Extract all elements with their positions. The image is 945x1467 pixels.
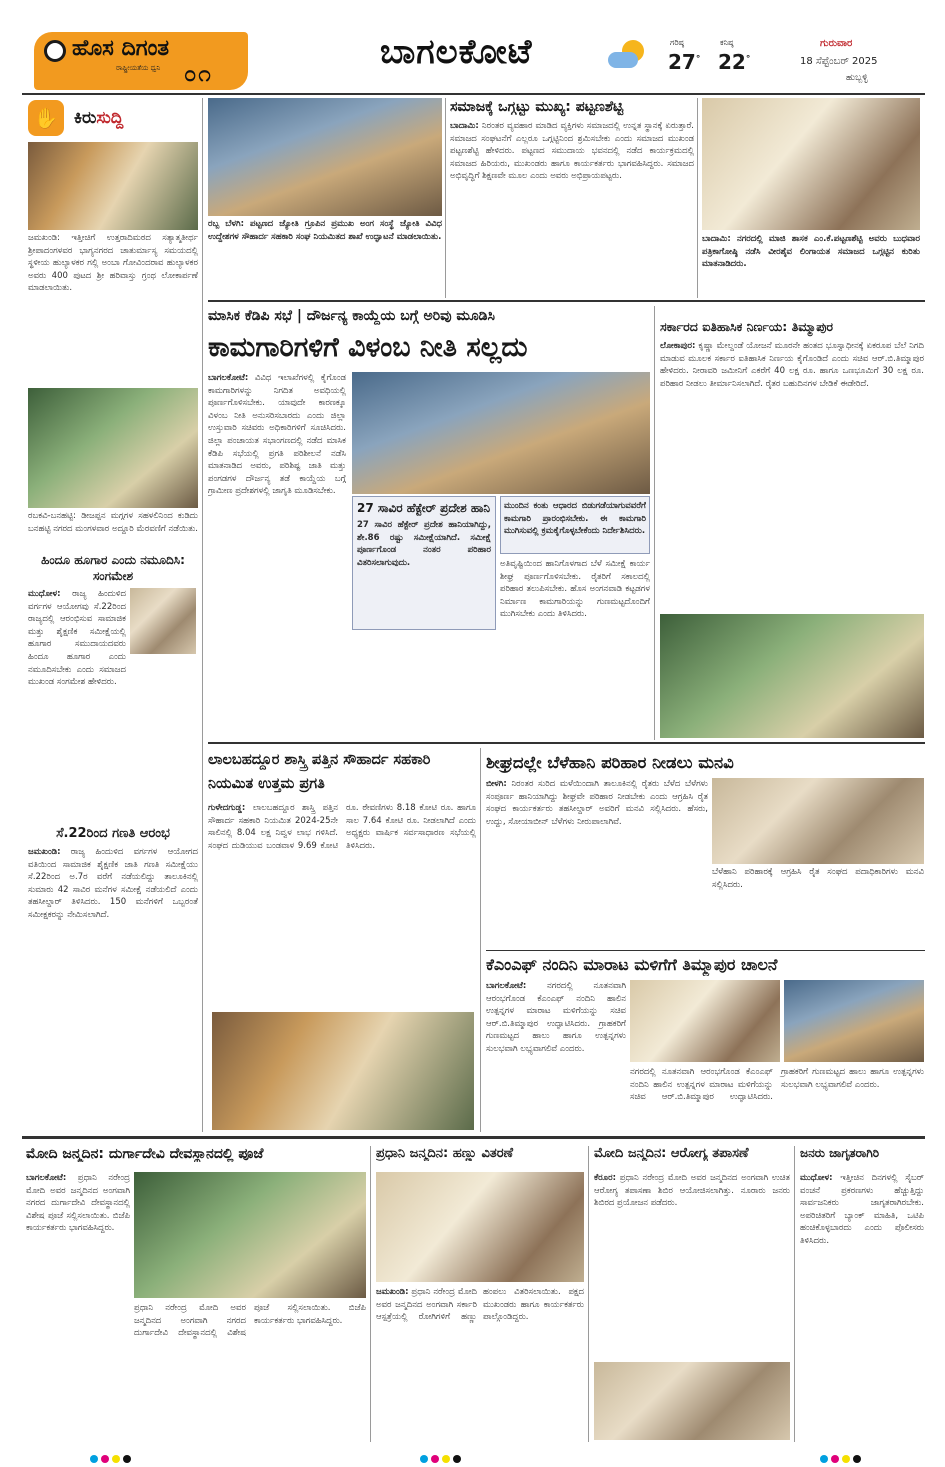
main-story-headline: ಕಾಮಗಾರಿಗಳಿಗೆ ವಿಳಂಬ ನೀತಿ ಸಲ್ಲದು (208, 332, 528, 363)
masthead-divider (22, 93, 925, 95)
kirusuddi-item-1: ಜಮಖಂಡಿ: ಇತ್ತೀಚಿಗೆ ಉತ್ತರಾದಿಮಠದ ಸತ್ಯಾತ್ಮತೀರ್ಥ ಶ್ರೀಪಾದಂಗಳವರ ಭಾಗ್ಯನಗರದ ಚಾತುರ್ಮಾಸ್ಯ ಸಮಯದಲ್ಲಿ ಸ್ಥಳೀಯ ಹುಲ್ಯಾಳಕರ ಗಲ್ಲಿ ಅಂಬಾ ಗೋವಿಂದರಾವ ಹುಲ್ಯಾಳಕರ ಅವರು 400 ಪುಟದ ಶ್ರೀ ಹರಿವಾಸ್ತು ಗ್ರಂಥ ಲೋಕಾರ್ಪಣೆ ಮಾಡಲಾಯಿತು. (28, 233, 198, 294)
bottom-col2-text: ಜಮಖಂಡಿ: ಪ್ರಧಾನಿ ನರೇಂದ್ರ ಮೋದಿ ಅವರ ಜನ್ಮದಿನದ ಅಂಗವಾಗಿ ಸರ್ಕಾರಿ ಆಸ್ಪತ್ರೆಯಲ್ಲಿ ರೋಗಿಗಳಿಗೆ ಹಣ್ಣು ಹಂಪಲು ವಿತರಿಸಲಾಯಿತು. ಪಕ್ಷದ ಮುಖಂಡರು ಹಾಗೂ ಕಾರ್ಯಕರ್ತರು ಪಾಲ್ಗೊಂಡಿದ್ದರು. (376, 1287, 584, 1323)
kirusuddi-photo-2 (28, 388, 198, 508)
weather-max-label: ಗರಿಷ್ಠ (670, 38, 684, 47)
mid-right-photo-caption: ಬೆಳೆಹಾನಿ ಪರಿಹಾರಕ್ಕೆ ಆಗ್ರಹಿಸಿ ರೈತ ಸಂಘದ ಪದಾಧಿಕಾರಿಗಳು ಮನವಿ ಸಲ್ಲಿಸಿದರು. (712, 867, 924, 890)
left-column-divider (202, 98, 203, 1132)
main-story-photo (352, 372, 650, 494)
bottom-col3-photo (594, 1362, 790, 1440)
right-story-headline: ಸರ್ಕಾರದ ಐತಿಹಾಸಿಕ ನಿರ್ಣಯ: ತಿಮ್ಮಾಪುರ (660, 319, 834, 334)
kirusuddi-item-2: ರಬಕವಿ-ಬನಹಟ್ಟಿ: ಡೀಜಪ್ಪನ ಮಗ್ಗಗಳ ಸಹಳಲಿನಿಂದ ಕುಡಿದು ಬನಹಟ್ಟಿ ನಗರದ ಮಂಗಳವಾರ ಅದ್ದೂರಿ ಮೆರವಣಿಗೆ ನಡೆಯಿತು. (28, 511, 198, 534)
bottom-col4-headline: ಜನರು ಜಾಗೃತರಾಗಿರಿ (800, 1146, 880, 1160)
kirusuddi-sub-headline: ಸೆ.22ರಿಂದ ಗಣತಿ ಆರಂಭ (56, 826, 170, 841)
top-photo-2 (702, 98, 920, 230)
logo-emblem-icon (44, 40, 66, 62)
main-story-text: ಬಾಗಲಕೋಟೆ: ವಿವಿಧ ಇಲಾಖೆಗಳಲ್ಲಿ ಕೈಗೊಂಡ ಕಾಮಗಾರಿಗಳನ್ನು ನಿಗದಿತ ಅವಧಿಯಲ್ಲಿ ಪೂರ್ಣಗೊಳಿಸಬೇಕು. ಯಾವುದೇ ಕಾರಣಕ್ಕೂ ವಿಳಂಬ ನೀತಿ ಅನುಸರಿಸಬಾರದು ಎಂದು ಜಿಲ್ಲಾ ಉಸ್ತುವಾರಿ ಸಚಿವರು ಅಧಿಕಾರಿಗಳಿಗೆ ಸೂಚಿಸಿದರು. ಜಿಲ್ಲಾ ಪಂಚಾಯತ ಸಭಾಂಗಣದಲ್ಲಿ ನಡೆದ ಮಾಸಿಕ ಕೆಡಿಪಿ ಸಭೆಯಲ್ಲಿ ಪ್ರಗತಿ ಪರಿಶೀಲನೆ ನಡೆಸಿ ಮಾತನಾಡಿದ ಅವರು, ಪರಿಶಿಷ್ಟ ಜಾತಿ ಮತ್ತು ಪಂಗಡಗಳ ದೌರ್ಜನ್ಯ ತಡೆ ಕಾಯ್ದೆಯ ಬಗ್ಗೆ ಗ್ರಾಮೀಣ ಪ್ರದೇಶಗಳಲ್ಲಿ ಜಾಗೃತಿ ಮೂಡಿಸಬೇಕು. (208, 373, 346, 497)
bottom-col3-text: ಕೆರೂರ: ಪ್ರಧಾನಿ ನರೇಂದ್ರ ಮೋದಿ ಅವರ ಜನ್ಮದಿನದ ಅಂಗವಾಗಿ ಉಚಿತ ಆರೋಗ್ಯ ತಪಾಸಣಾ ಶಿಬಿರ ಆಯೋಜಿಸಲಾಗಿತ್ತು. ನೂರಾರು ಜನರು ಶಿಬಿರದ ಪ್ರಯೋಜನ ಪಡೆದರು. (594, 1173, 790, 1209)
weather-min-label: ಕನಿಷ್ಠ (720, 38, 734, 47)
mid-left-text: ಗುಳೇದಗುಡ್ಡ: ಲಾಲಬಹದ್ದೂರ ಶಾಸ್ತ್ರಿ ಪತ್ತಿನ ಸೌಹಾರ್ದ ಸಹಕಾರಿ ನಿಯಮಿತ 2024-25ನೇ ಸಾಲಿನಲ್ಲಿ 8.04 ಲಕ್ಷ ನಿವ್ವಳ ಲಾಭ ಗಳಿಸಿದೆ. ಸಂಘದ ದುಡಿಯುವ ಬಂಡವಾಳ 9.69 ಕೋಟಿ ರೂ. ಠೇವಣಿಗಳು 8.18 ಕೋಟಿ ರೂ. ಹಾಗೂ ಸಾಲ 7.64 ಕೋಟಿ ರೂ. ನೀಡಲಾಗಿದೆ ಎಂದು ಅಧ್ಯಕ್ಷರು ವಾರ್ಷಿಕ ಸರ್ವಸಾಧಾರಣ ಸಭೆಯಲ್ಲಿ ತಿಳಿಸಿದರು. (208, 803, 476, 851)
issue-date: 18 ಸೆಪ್ಟೆಂಬರ್ 2025 (800, 56, 878, 67)
bottom-col2-photo (376, 1172, 584, 1282)
mid-right-photo (712, 778, 924, 864)
page-number: ೦೧ (184, 62, 213, 87)
issue-city: ಹುಬ್ಬಳ್ಳಿ (846, 73, 868, 83)
bottom-col1-text: ಬಾಗಲಕೋಟೆ: ಪ್ರಧಾನಿ ನರೇಂದ್ರ ಮೋದಿ ಅವರ ಜನ್ಮದಿನದ ಅಂಗವಾಗಿ ನಗರದ ದುರ್ಗಾದೇವಿ ದೇವಸ್ಥಾನದಲ್ಲಿ ವಿಶೇಷ ಪೂಜೆ ಸಲ್ಲಿಸಲಾಯಿತು. ಬಿಜೆಪಿ ಕಾರ್ಯಕರ್ತರು ಭಾಗವಹಿಸಿದ್ದರು. (26, 1173, 130, 1234)
nandini-text-2: ನಗರದಲ್ಲಿ ನೂತನವಾಗಿ ಆರಂಭಗೊಂಡ ಕೆಎಂಎಫ್ ನಂದಿನಿ ಹಾಲಿನ ಉತ್ಪನ್ನಗಳ ಮಾರಾಟ ಮಳಿಗೆಯನ್ನು ಸಚಿವ ಆರ್.ಬಿ.ತಿಮ್ಮಾಪುರ ಉದ್ಘಾಟಿಸಿದರು. ಗ್ರಾಹಕರಿಗೆ ಗುಣಮಟ್ಟದ ಹಾಲು ಹಾಗೂ ಉತ್ಪನ್ನಗಳು ಸುಲಭವಾಗಿ ಲಭ್ಯವಾಗಲಿವೆ ಎಂದರು. (630, 1067, 924, 1103)
bottom-col1-text-2: ಪ್ರಧಾನಿ ನರೇಂದ್ರ ಮೋದಿ ಅವರ ಜನ್ಮದಿನದ ಅಂಗವಾಗಿ ನಗರದ ದುರ್ಗಾದೇವಿ ದೇವಸ್ಥಾನದಲ್ಲಿ ವಿಶೇಷ ಪೂಜೆ ಸಲ್ಲಿಸಲಾಯಿತು. ಬಿಜೆಪಿ ಕಾರ್ಯಕರ್ತರು ಭಾಗವಹಿಸಿದ್ದರು. (134, 1303, 366, 1339)
top-story-headline: ಸಮಾಜಕ್ಕೆ ಒಗ್ಗಟ್ಟು ಮುಖ್ಯ: ಪಟ್ಟಣಶೆಟ್ಟಿ (450, 99, 624, 115)
top-story-text: ಬಾದಾಮಿ: ನಿರಂತರ ವ್ಯವಹಾರ ಮಾಡಿದ ವ್ಯಕ್ತಿಗಳು ಸಮಾಜದಲ್ಲಿ ಉನ್ನತ ಸ್ಥಾನಕ್ಕೆ ಏರುತ್ತಾರೆ. ಸಮಾಜದ ಸಂಘಟನೆಗೆ ಎಲ್ಲರೂ ಒಗ್ಗಟ್ಟಿನಿಂದ ಶ್ರಮಿಸಬೇಕು ಎಂದು ಸಮಾಜದ ಮುಖಂಡ ಪಟ್ಟಣಶೆಟ್ಟಿ ಹೇಳಿದರು. ಪಟ್ಟಣದ ಸಮುದಾಯ ಭವನದಲ್ಲಿ ನಡೆದ ಕಾರ್ಯಕ್ರಮದಲ್ಲಿ ಸಮಾಜದ ಹಿರಿಯರು, ಮುಖಂಡರು ಹಾಗೂ ಕಾರ್ಯಕರ್ತರು ಭಾಗವಹಿಸಿದ್ದರು. ಸಮಾಜದ ಅಭಿವೃದ್ಧಿಗೆ ಶಿಕ್ಷಣವೇ ಮೂಲ ಎಂದು ಅವರು ಅಭಿಪ್ರಾಯಪಟ್ಟರು. (450, 121, 694, 182)
kirusuddi-title-a: ಕಿರು (74, 108, 97, 128)
kirusuddi-story-text: ಮುಧೋಳ: ರಾಜ್ಯ ಹಿಂದುಳಿದ ವರ್ಗಗಳ ಆಯೋಗವು ಸೆ.22ರಿಂದ ರಾಜ್ಯದಲ್ಲಿ ಆರಂಭಿಸುವ ಸಾಮಾಜಿಕ ಮತ್ತು ಶೈಕ್ಷಣಿಕ ಸಮೀಕ್ಷೆಯಲ್ಲಿ ಹೂಗಾರ ಸಮುದಾಯದವರು ಹಿಂದೂ ಹೂಗಾರ ಎಂದು ನಮೂದಿಸಬೇಕು ಎಂದು ಸಮಾಜದ ಮುಖಂಡ ಸಂಗಮೇಶ ಹೇಳಿದರು. (28, 589, 126, 688)
issue-day: ಗುರುವಾರ (820, 38, 853, 49)
bottom-col2-headline: ಪ್ರಧಾನಿ ಜನ್ಮದಿನ: ಹಣ್ಣು ವಿತರಣೆ (376, 1146, 514, 1161)
nandini-photo-2 (784, 980, 924, 1062)
edition-name: ಬಾಗಲಕೋಟೆ (380, 32, 533, 72)
kirusuddi-portrait (130, 588, 196, 654)
registration-marks (0, 1448, 945, 1458)
bottom-col3-headline: ಮೋದಿ ಜನ್ಮದಿನ: ಆರೋಗ್ಯ ತಪಾಸಣೆ (594, 1146, 749, 1161)
top-photo-2-caption: ಬಾದಾಮಿ: ನಗರದಲ್ಲಿ ಮಾಜಿ ಶಾಸಕ ಎಂ.ಕೆ.ಪಟ್ಟಣಶೆಟ್ಟಿ ಅವರು ಬುಧವಾರ ಪತ್ರಿಕಾಗೋಷ್ಠಿ ನಡೆಸಿ ವೀರಶೈವ ಲಿಂಗಾಯತ ಸಮಾಜದ ಒಗ್ಗಟ್ಟಿನ ಕುರಿತು ಮಾತನಾಡಿದರು. (702, 234, 920, 270)
nandini-photo (630, 980, 780, 1062)
main-story-box-title: 27 ಸಾವಿರ ಹೆಕ್ಟೇರ್ ಪ್ರದೇಶ ಹಾನಿ (357, 501, 491, 515)
nandini-text: ಬಾಗಲಕೋಟೆ: ನಗರದಲ್ಲಿ ನೂತನವಾಗಿ ಆರಂಭಗೊಂಡ ಕೆಎಂಎಫ್ ನಂದಿನಿ ಹಾಲಿನ ಉತ್ಪನ್ನಗಳ ಮಾರಾಟ ಮಳಿಗೆಯನ್ನು ಸಚಿವ ಆರ್.ಬಿ.ತಿಮ್ಮಾಪುರ ಉದ್ಘಾಟಿಸಿದರು. ಗ್ರಾಹಕರಿಗೆ ಗುಣಮಟ್ಟದ ಹಾಲು ಹಾಗೂ ಉತ್ಪನ್ನಗಳು ಸುಲಭವಾಗಿ ಲಭ್ಯವಾಗಲಿವೆ ಎಂದರು. (486, 981, 626, 1054)
weather-min: 22° (718, 50, 751, 74)
bottom-col4-text: ಮುಧೋಳ: ಇತ್ತೀಚಿನ ದಿನಗಳಲ್ಲಿ ಸೈಬರ್ ವಂಚನೆ ಪ್ರಕರಣಗಳು ಹೆಚ್ಚುತ್ತಿದ್ದು ಸಾರ್ವಜನಿಕರು ಜಾಗೃತರಾಗಿರಬೇಕು. ಅಪರಿಚಿತರಿಗೆ ಬ್ಯಾಂಕ್ ಮಾಹಿತಿ, ಒಟಿಪಿ ಹಂಚಿಕೊಳ್ಳಬಾರದು ಎಂದು ಪೊಲೀಸರು ತಿಳಿಸಿದರು. (800, 1173, 924, 1246)
masthead (20, 28, 925, 90)
paper-name: ಹೊಸ ದಿಗಂತ (72, 36, 170, 61)
bottom-col1-photo (134, 1172, 366, 1298)
main-story-box-2: ಮುಂದಿನ ಕಂತು ಆಧಾರದ ಬಿಡುಗಡೆಯಾಗುವವರೆಗೆ ಕಾಮಗಾರಿ ಪ್ರಾರಂಭಿಸಬೇಕು. ಈ ಕಾಮಗಾರಿ ಮುಗಿಸುವಲ್ಲಿ ಕ್ರಮಕೈಗೊಳ್ಳಬೇಕೆಂದು ನಿರ್ದೇಶಿಸಿದರು. (500, 496, 650, 554)
mid-right-headline: ಶೀಘ್ರದಲ್ಲೇ ಬೆಳೆಹಾನಿ ಪರಿಹಾರ ನೀಡಲು ಮನವಿ (486, 753, 734, 772)
mid-right-text: ಬೀಳಗಿ: ನಿರಂತರ ಸುರಿದ ಮಳೆಯಿಂದಾಗಿ ತಾಲೂಕಿನಲ್ಲಿ ರೈತರು ಬೆಳೆದ ಬೆಳೆಗಳು ಸಂಪೂರ್ಣ ಹಾನಿಯಾಗಿದ್ದು ಶೀಘ್ರವೇ ಪರಿಹಾರ ನೀಡಬೇಕು ಎಂದು ಆಗ್ರಹಿಸಿ ರೈತ ಸಂಘದ ಕಾರ್ಯಕರ್ತರು ತಹಸೀಲ್ದಾರ್ ಅವರಿಗೆ ಮನವಿ ಸಲ್ಲಿಸಿದರು. ಹೆಸರು, ಉದ್ದು, ಸೋಯಾಬೀನ್ ಬೆಳೆಗಳು ನೀರುಪಾಲಾಗಿವೆ. (486, 779, 708, 827)
hand-icon: ✋ (28, 100, 64, 136)
main-story-text-2: ಅತಿವೃಷ್ಟಿಯಿಂದ ಹಾನಿಗೊಳಗಾದ ಬೆಳೆ ಸಮೀಕ್ಷೆ ಕಾರ್ಯ ಶೀಘ್ರ ಪೂರ್ಣಗೊಳಿಸಬೇಕು. ರೈತರಿಗೆ ಸಕಾಲದಲ್ಲಿ ಪರಿಹಾರ ತಲುಪಿಸಬೇಕು. ಹೊಸ ಅಂಗನವಾಡಿ ಕಟ್ಟಡಗಳ ನಿರ್ಮಾಣ ಕಾಮಗಾರಿಯನ್ನು ಗುಣಮಟ್ಟದೊಂದಿಗೆ ಮುಗಿಸಬೇಕು ಎಂದು ತಿಳಿಸಿದರು. (500, 559, 650, 620)
kirusuddi-story-headline: ಹಿಂದೂ ಹೂಗಾರ ಎಂದು ನಮೂದಿಸಿ: ಸಂಗಮೇಶ (41, 553, 185, 583)
kirusuddi-header (28, 98, 198, 138)
main-story-box-text: 27 ಸಾವಿರ ಹೆಕ್ಟೇರ್ ಪ್ರದೇಶ ಹಾನಿಯಾಗಿದ್ದು, ಶೇ.86 ರಷ್ಟು ಸಮೀಕ್ಷೆಯಾಗಿದೆ. ಸಮೀಕ್ಷೆ ಪೂರ್ಣಗೊಂಡ ನಂತರ ಪರಿಹಾರ ವಿತರಿಸಲಾಗುವುದು. (357, 520, 491, 568)
top-photo-1-caption: ರಬ್ಬ ಬೆಳಗಿ: ಪಟ್ಟಣದ ಜ್ಯೋತಿ ಗ್ರೂಪಿನ ಪ್ರಮುಖ ಅಂಗ ಸಂಸ್ಥೆ ಜ್ಯೋತಿ ವಿವಿಧ ಉದ್ದೇಶಗಳ ಸೌಹಾರ್ದ ಸಹಕಾರಿ ಸಂಘ ನಿಯಮಿತದ ಶಾಖೆ ಉದ್ಘಾಟನೆ ಮಾಡಲಾಯಿತು. (208, 219, 442, 242)
main-story-kicker: ಮಾಸಿಕ ಕೆಡಿಪಿ ಸಭೆ | ದೌರ್ಜನ್ಯ ಕಾಯ್ದೆಯ ಬಗ್ಗೆ ಅರಿವು ಮೂಡಿಸಿ (208, 308, 495, 324)
weather-icon (608, 40, 648, 70)
top-photo-1 (208, 98, 442, 216)
nandini-headline: ಕೆಎಂಎಫ್ ನಂದಿನಿ ಮಾರಾಟ ಮಳಿಗೆಗೆ ತಿಮ್ಮಾಪುರ ಚಾಲನೆ (486, 955, 778, 974)
right-story-text: ಲೋಕಾಪುರ: ಕೃಷ್ಣಾ ಮೇಲ್ದಂಡೆ ಯೋಜನೆ ಮೂರನೇ ಹಂತದ ಭೂಸ್ವಾಧೀನಕ್ಕೆ ಏಕರೂಪ ಬೆಲೆ ನಿಗದಿ ಮಾಡುವ ಮೂಲಕ ಸರ್ಕಾರ ಐತಿಹಾಸಿಕ ನಿರ್ಣಯ ಕೈಗೊಂಡಿದೆ ಎಂದು ಸಚಿವ ಆರ್.ಬಿ.ತಿಮ್ಮಾಪುರ ಹೇಳಿದರು. ನೀರಾವರಿ ಜಮೀನಿಗೆ ಎಕರೆಗೆ 40 ಲಕ್ಷ ರೂ. ಹಾಗೂ ಒಣಭೂಮಿಗೆ 30 ಲಕ್ಷ ರೂ. ಪರಿಹಾರ ನೀಡಲು ತೀರ್ಮಾನಿಸಲಾಗಿದೆ. ರೈತರ ಬಹುದಿನಗಳ ಬೇಡಿಕೆ ಈಡೇರಿದೆ. (660, 341, 924, 389)
paper-tagline: ರಾಷ್ಟ್ರೀಯತೆಯ ಧ್ವನಿ (116, 64, 161, 72)
weather-max: 27° (668, 50, 701, 74)
right-story-photo (660, 614, 924, 738)
mid-left-photo (212, 1012, 474, 1130)
kirusuddi-sub-text: ಜಮಖಂಡಿ: ರಾಜ್ಯ ಹಿಂದುಳಿದ ವರ್ಗಗಳ ಆಯೋಗದ ವತಿಯಿಂದ ಸಾಮಾಜಿಕ ಶೈಕ್ಷಣಿಕ ಜಾತಿ ಗಣತಿ ಸಮೀಕ್ಷೆಯು ಸೆ.22ರಿಂದ ಅ.7ರ ವರೆಗೆ ನಡೆಯಲಿದ್ದು ತಾಲೂಕಿನಲ್ಲಿ ಸುಮಾರು 42 ಸಾವಿರ ಮನೆಗಳ ಸಮೀಕ್ಷೆ ನಡೆಯಲಿದೆ ಎಂದು ತಹಸೀಲ್ದಾರ್ ತಿಳಿಸಿದರು. 150 ಮನೆಗಳಿಗೆ ಒಬ್ಬರಂತೆ ಸಮೀಕ್ಷಕರನ್ನು ನೇಮಿಸಲಾಗಿದೆ. (28, 847, 198, 920)
paper-logo (34, 32, 248, 90)
bottom-col1-headline: ಮೋದಿ ಜನ್ಮದಿನ: ದುರ್ಗಾದೇವಿ ದೇವಸ್ಥಾನದಲ್ಲಿ ಪೂಜೆ (26, 1146, 264, 1162)
kirusuddi-title-b: ಸುದ್ದಿ (96, 108, 124, 128)
kirusuddi-photo-1 (28, 142, 198, 230)
mid-left-headline: ಲಾಲಬಹದ್ದೂರ ಶಾಸ್ತ್ರಿ ಪತ್ತಿನ ಸೌಹಾರ್ದ ಸಹಕಾರಿ ನಿಯಮಿತ ಉತ್ತಮ ಪ್ರಗತಿ (208, 752, 431, 792)
main-story-box (352, 496, 496, 630)
